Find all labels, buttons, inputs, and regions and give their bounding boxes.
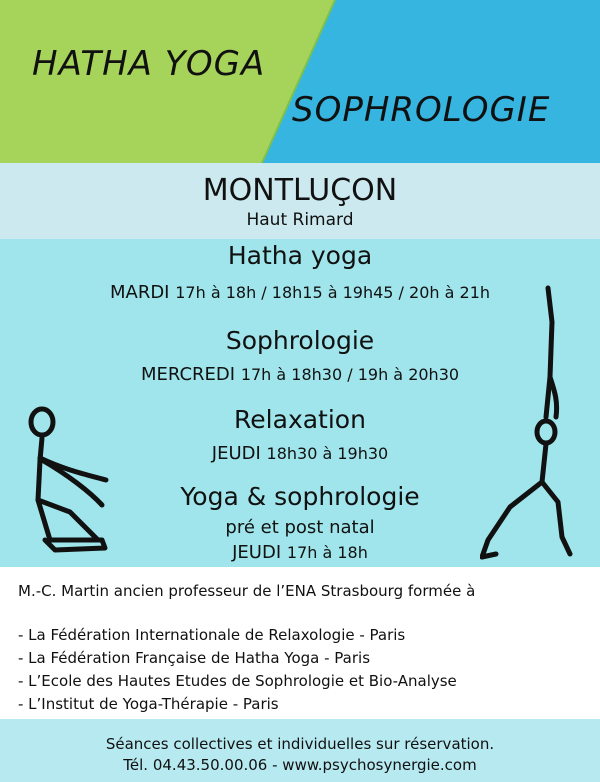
class-times: 18h30 à 19h30 — [266, 444, 389, 463]
training-item: - La Fédération Internationale de Relaxologie - Paris — [18, 626, 406, 644]
class-schedule-line — [0, 364, 600, 385]
instructor-intro: M.-C. Martin ancien professeur de l’ENA Strasbourg formée à — [18, 582, 476, 600]
class-title: Yoga & sophrologie — [180, 482, 420, 511]
class-times: 17h à 18h / 18h15 à 19h45 / 20h à 21h — [175, 283, 491, 302]
training-item: - L’Ecole des Hautes Etudes de Sophrologie et Bio-Analyse — [18, 672, 457, 690]
training-item: - L’Institut de Yoga-Thérapie - Paris — [18, 695, 279, 713]
class-title: Sophrologie — [225, 326, 375, 355]
class-day: MERCREDI — [140, 364, 236, 385]
class-title: Hatha yoga — [227, 241, 373, 270]
city-name: MONTLUÇON — [202, 173, 398, 208]
class-day: MARDI — [109, 282, 170, 303]
training-item: - La Fédération Française de Hatha Yoga - Paris — [18, 649, 371, 667]
district-name: Haut Rimard — [246, 210, 354, 230]
class-times: 17h à 18h — [286, 543, 368, 562]
header-banner — [0, 0, 600, 163]
class-schedule-line — [0, 282, 600, 303]
class-day: JEUDI — [232, 542, 282, 563]
class-schedule-line — [0, 443, 600, 464]
class-day: JEUDI — [211, 443, 261, 464]
footer-booking-text: Séances collectives et individuelles sur réservation. — [105, 735, 495, 753]
title-hatha-yoga: HATHA YOGA — [32, 44, 266, 84]
class-times: 17h à 18h30 / 19h à 20h30 — [240, 365, 460, 384]
class-subtitle: pré et post natal — [225, 517, 375, 538]
title-sophrologie: SOPHROLOGIE — [292, 90, 551, 130]
footer-contact-text: Tél. 04.43.50.00.06 - www.psychosynergie.com — [123, 756, 477, 774]
class-schedule-line — [0, 542, 600, 563]
class-title: Relaxation — [234, 405, 366, 434]
